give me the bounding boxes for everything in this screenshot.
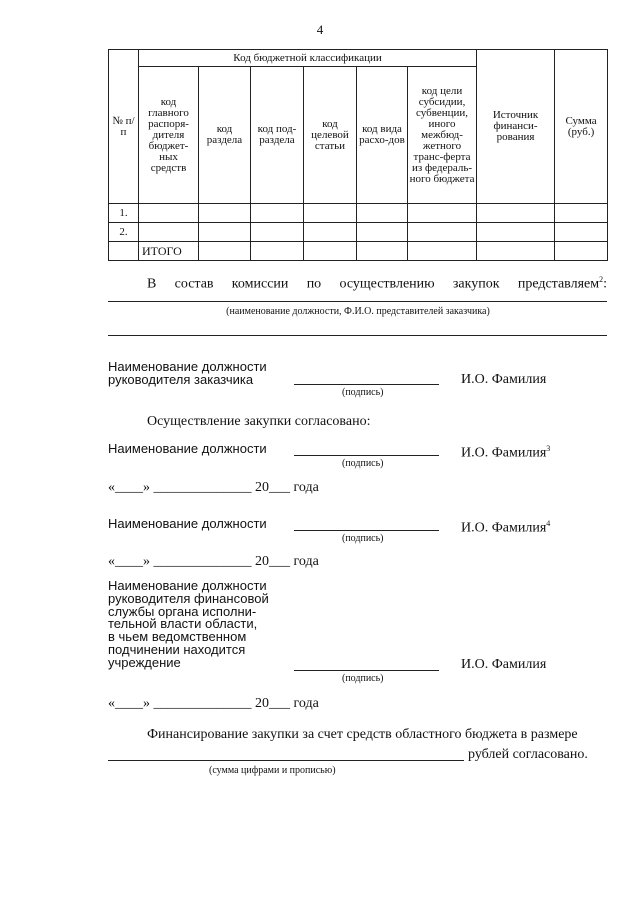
head-title-line1: Наименование должности bbox=[108, 359, 267, 374]
row-number: 2. bbox=[109, 223, 139, 242]
header-subsection-code: код под-раздела bbox=[251, 67, 304, 204]
agreed-text: Осуществление закупки согласовано: bbox=[147, 414, 371, 429]
table-cell[interactable] bbox=[555, 223, 608, 242]
approver2-title: Наименование должности bbox=[108, 516, 267, 531]
funding-amount-line[interactable] bbox=[108, 760, 464, 761]
head-name: И.О. Фамилия bbox=[461, 372, 547, 387]
head-title-line2: руководителя заказчика bbox=[108, 372, 254, 387]
table-cell[interactable] bbox=[251, 223, 304, 242]
head-signature-caption: (подпись) bbox=[342, 387, 384, 398]
table-cell[interactable] bbox=[199, 242, 251, 261]
table-cell[interactable] bbox=[408, 223, 477, 242]
table-cell[interactable] bbox=[199, 223, 251, 242]
budget-classification-table bbox=[108, 49, 608, 261]
footnote-4: 4 bbox=[546, 519, 551, 528]
commission-caption: (наименование должности, Ф.И.О. представителей заказчика) bbox=[226, 306, 490, 317]
approver1-title: Наименование должности bbox=[108, 441, 267, 456]
header-funding-source: Источник финанси-рования bbox=[477, 50, 555, 204]
table-cell[interactable] bbox=[477, 204, 555, 223]
table-cell[interactable] bbox=[304, 242, 357, 261]
funding-suffix: рублей согласовано. bbox=[468, 747, 588, 762]
footnote-3: 3 bbox=[546, 444, 551, 453]
table-cell[interactable] bbox=[199, 204, 251, 223]
table-cell[interactable] bbox=[139, 223, 199, 242]
total-label: ИТОГО bbox=[139, 242, 199, 261]
finance-title-line: службы органа исполни- bbox=[108, 603, 257, 619]
finance-title bbox=[108, 580, 269, 670]
table-cell[interactable] bbox=[477, 223, 555, 242]
approver1-date[interactable]: «____» ______________ 20___ года bbox=[108, 480, 319, 495]
header-grbs-code: код главного распоря-дителя бюджет-ных средств bbox=[139, 67, 199, 204]
finance-name: И.О. Фамилия bbox=[461, 657, 547, 672]
finance-title-line: подчинении находится bbox=[108, 641, 246, 657]
header-budget-code-group: Код бюджетной классификации bbox=[139, 50, 477, 67]
table-cell[interactable] bbox=[304, 204, 357, 223]
table-cell[interactable] bbox=[251, 242, 304, 261]
row-number: 1. bbox=[109, 204, 139, 223]
funding-caption: (сумма цифрами и прописью) bbox=[209, 765, 336, 776]
approver1-signature-line[interactable] bbox=[294, 455, 439, 456]
page-number: 4 bbox=[316, 22, 324, 37]
commission-text: В состав комиссии по осуществлению закупок представляем$^2$: bbox=[147, 275, 607, 292]
table-cell[interactable] bbox=[408, 204, 477, 223]
finance-title-line: Наименование должности bbox=[108, 578, 267, 593]
table-row bbox=[109, 223, 608, 242]
header-expense-type-code: код вида расхо-дов bbox=[357, 67, 408, 204]
table-cell[interactable] bbox=[357, 242, 408, 261]
commission-input-line-2[interactable] bbox=[108, 335, 607, 336]
table-cell[interactable] bbox=[555, 242, 608, 261]
table-total-row bbox=[109, 242, 608, 261]
head-signature-line[interactable] bbox=[294, 384, 439, 385]
table-row bbox=[109, 204, 608, 223]
finance-signature-caption: (подпись) bbox=[342, 673, 384, 684]
finance-date[interactable]: «____» ______________ 20___ года bbox=[108, 696, 319, 711]
table-cell[interactable] bbox=[139, 204, 199, 223]
table-cell[interactable] bbox=[357, 223, 408, 242]
footnote-2: 2 bbox=[599, 275, 604, 284]
table-cell[interactable] bbox=[477, 242, 555, 261]
approver2-date[interactable]: «____» ______________ 20___ года bbox=[108, 554, 319, 569]
approver1-signature-caption: (подпись) bbox=[342, 458, 384, 469]
header-sum: Сумма (руб.) bbox=[555, 50, 608, 204]
header-target-article-code: код целевой статьи bbox=[304, 67, 357, 204]
finance-title-line: тельной власти области, bbox=[108, 616, 258, 632]
table-cell[interactable] bbox=[251, 204, 304, 223]
commission-input-line-1[interactable] bbox=[108, 301, 607, 302]
table-cell[interactable] bbox=[408, 242, 477, 261]
table-cell[interactable] bbox=[555, 204, 608, 223]
table-cell[interactable] bbox=[304, 223, 357, 242]
finance-title-line: учреждение bbox=[108, 654, 181, 670]
approver2-signature-caption: (подпись) bbox=[342, 533, 384, 544]
approver1-name: И.О. Фамилия$^3$ bbox=[461, 444, 551, 461]
approver2-signature-line[interactable] bbox=[294, 530, 439, 531]
finance-title-line: руководителя финансовой bbox=[108, 590, 269, 606]
finance-title-line: в чьем ведомственном bbox=[108, 629, 247, 645]
finance-signature-line[interactable] bbox=[294, 670, 439, 671]
approver2-name: И.О. Фамилия$^4$ bbox=[461, 519, 551, 536]
funding-text: Финансирование закупки за счет средств областного бюджета в размере bbox=[147, 727, 578, 742]
header-section-code: код раздела bbox=[199, 67, 251, 204]
table-cell[interactable] bbox=[357, 204, 408, 223]
header-number: № п/п bbox=[109, 50, 139, 204]
header-subsidy-purpose-code: код цели субсидии, субвенции, иного межбюд-жетного транс-ферта из федераль-ного бюджета bbox=[408, 67, 477, 204]
